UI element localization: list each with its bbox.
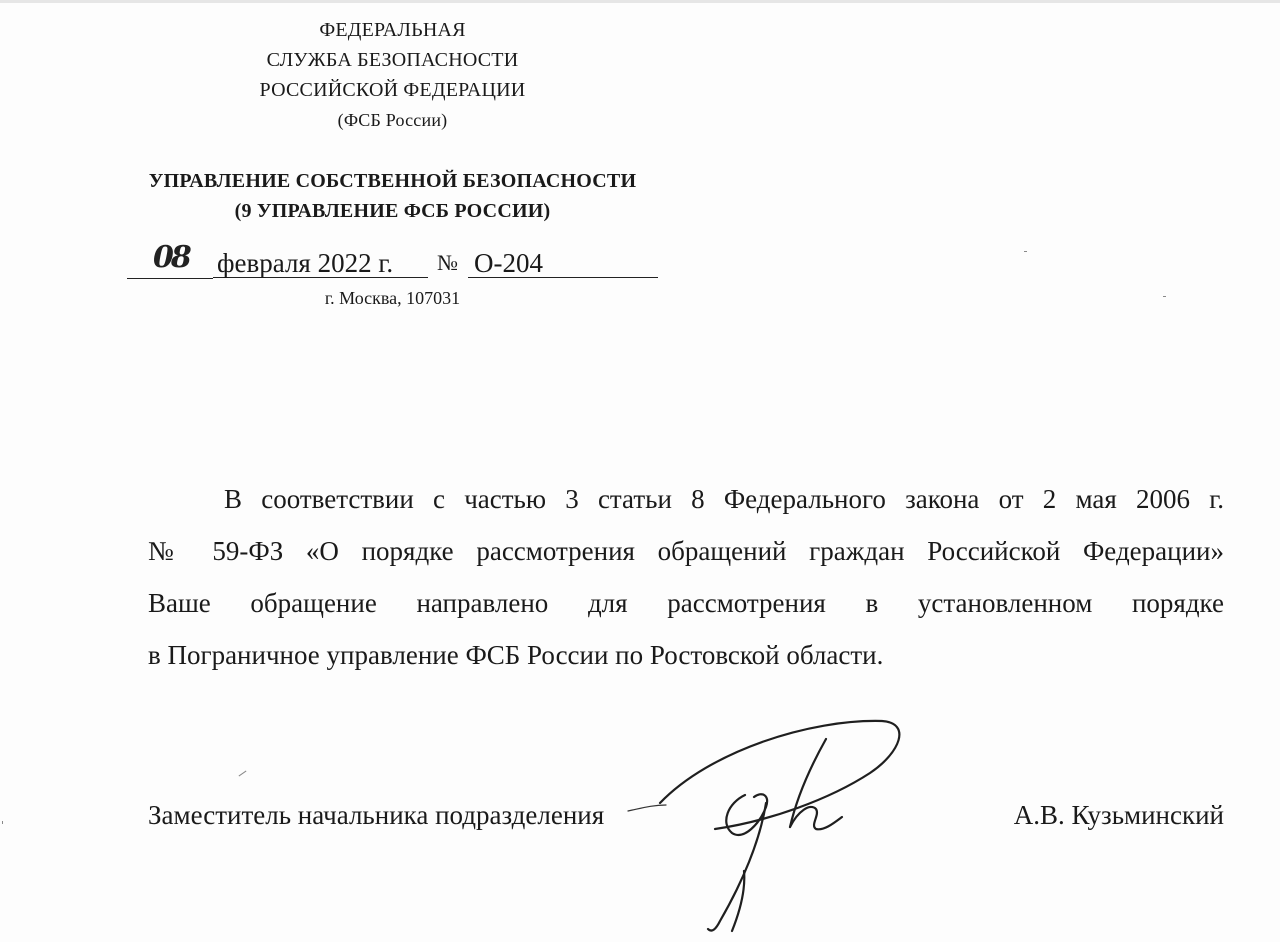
department-line-2: (9 УПРАВЛЕНИЕ ФСБ РОССИИ) xyxy=(234,200,551,222)
scan-speck xyxy=(1163,296,1166,297)
agency-line-1: ФЕДЕРАЛЬНАЯ xyxy=(319,19,466,41)
signature-block xyxy=(148,793,1224,837)
city-postal: г. Москва, 107031 xyxy=(324,288,461,308)
scan-speck xyxy=(1024,251,1027,252)
number-sign: № xyxy=(437,250,458,275)
body-line-1: В соответствии с частью 3 статьи 8 Федерального закона от 2 мая 2006 г. xyxy=(224,484,1224,514)
agency-line-3: РОССИЙСКОЙ ФЕДЕРАЦИИ xyxy=(259,79,526,101)
scan-speck xyxy=(2,821,3,824)
department-line-1: УПРАВЛЕНИЕ СОБСТВЕННОЙ БЕЗОПАСНОСТИ xyxy=(148,170,637,192)
agency-abbreviation: (ФСБ России) xyxy=(337,110,448,130)
department-header xyxy=(120,166,665,226)
body-line-4: в Пограничное управление ФСБ России по Ростовской области. xyxy=(148,640,884,670)
signer-name: А.В. Кузьминский xyxy=(1013,800,1224,830)
agency-header xyxy=(120,15,665,135)
body-line-2: № 59-ФЗ «О порядке рассмотрения обращений граждан Российской Федерации» xyxy=(148,536,1224,566)
body-line-3: Ваше обращение направлено для рассмотрения в установленном порядке xyxy=(148,588,1224,618)
signer-title: Заместитель начальника подразделения xyxy=(148,800,605,830)
date-month-year: февраля 2022 г. xyxy=(213,246,428,278)
letter-body xyxy=(148,473,1224,681)
handwritten-day: 08 xyxy=(153,240,189,275)
agency-line-2: СЛУЖБА БЕЗОПАСНОСТИ xyxy=(266,49,519,71)
scan-speck xyxy=(239,771,247,777)
document-number: О-204 xyxy=(468,246,658,278)
